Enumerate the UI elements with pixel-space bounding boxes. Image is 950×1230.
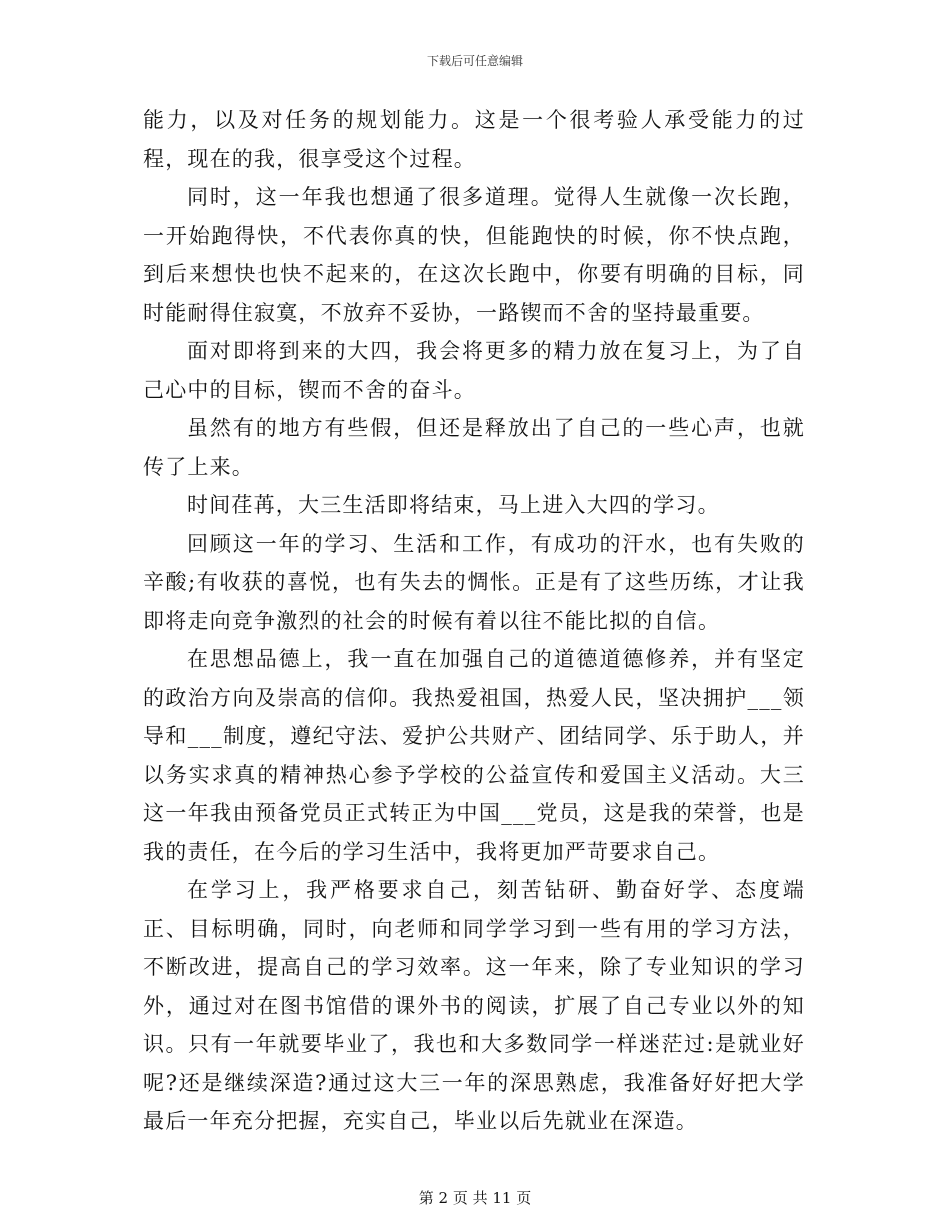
paragraph: 在思想品德上，我一直在加强自己的道德道德修养，并有坚定的政治方向及崇高的信仰。我热爱祖国，热爱人民，坚决拥护___领导和___制度，遵纪守法、爱护公共财产、团结同学、乐于助人，并以务实求真的精神热心参予学校的公益宣传和爱国主义活动。大三这一年我由预备党员正式转正为中国___党员，这是我的荣誉，也是我的责任，在今后的学习生活中，我将更加严苛要求自己。 (143, 647, 805, 864)
paragraph: 回顾这一年的学习、生活和工作，有成功的汗水，也有失败的辛酸;有收获的喜悦，也有失去的惆怅。正是有了这些历练，才让我即将走向竞争激烈的社会的时候有着以往不能比拟的自信。 (143, 531, 805, 633)
paragraph: 面对即将到来的大四，我会将更多的精力放在复习上，为了自己心中的目标，锲而不舍的奋斗。 (143, 339, 805, 402)
paragraph-continued: 能力，以及对任务的规划能力。这是一个很考验人承受能力的过程，现在的我，很享受这个过程。 (143, 108, 805, 171)
document-body (143, 101, 805, 1141)
page-header-note: 下载后可任意编辑 (426, 54, 523, 68)
page-number-footer: 第 2 页 共 11 页 (418, 1189, 532, 1207)
paragraph: 虽然有的地方有些假，但还是释放出了自己的一些心声，也就传了上来。 (143, 416, 805, 479)
paragraph: 同时，这一年我也想通了很多道理。觉得人生就像一次长跑，一开始跑得快，不代表你真的快，但能跑快的时候，你不快点跑，到后来想快也快不起来的，在这次长跑中，你要有明确的目标，同时能耐得住寂寞，不放弃不妥协，一路锲而不舍的坚持最重要。 (143, 185, 805, 325)
paragraph: 在学习上，我严格要求自己，刻苦钻研、勤奋好学、态度端正、目标明确，同时，向老师和同学学习到一些有用的学习方法，不断改进，提高自己的学习效率。这一年来，除了专业知识的学习外，通过对在图书馆借的课外书的阅读，扩展了自己专业以外的知识。只有一年就要毕业了，我也和大多数同学一样迷茫过:是就业好呢?还是继续深造?通过这大三一年的深思熟虑，我准备好好把大学最后一年充分把握，充实自己，毕业以后先就业在深造。 (143, 878, 805, 1133)
paragraph: 时间荏苒，大三生活即将结束，马上进入大四的学习。 (187, 493, 720, 517)
